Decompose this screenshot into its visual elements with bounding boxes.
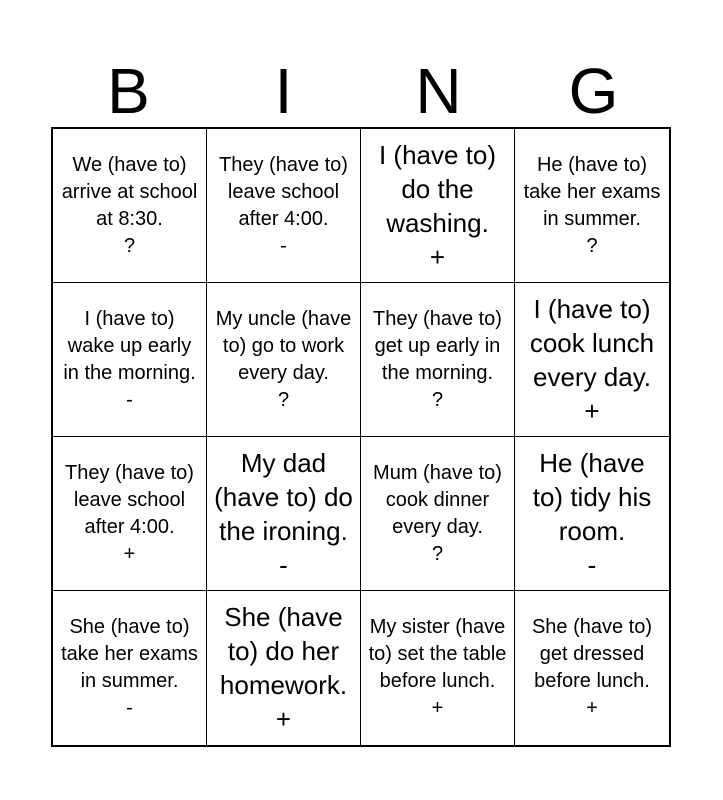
bingo-cell-r3-c1[interactable] <box>53 437 207 591</box>
bingo-card-grid <box>51 127 671 747</box>
bingo-cell-r3-c4[interactable] <box>515 437 669 591</box>
cell-text: I (have to) do the washing. + <box>378 139 497 272</box>
bingo-cell-r4-c1[interactable] <box>53 591 207 745</box>
cell-text: We (have to) arrive at school at 8:30. ? <box>61 153 198 257</box>
cell-text: I (have to) wake up early in the morning. - <box>63 307 196 411</box>
cell-text: They (have to) get up early in the morning. ? <box>373 307 502 411</box>
bingo-cell-r3-c3[interactable] <box>361 437 515 591</box>
bingo-cell-r4-c4[interactable] <box>515 591 669 745</box>
bingo-cell-r2-c3[interactable] <box>361 283 515 437</box>
header-letter-i: I <box>274 55 293 127</box>
bingo-cell-r4-c3[interactable] <box>361 591 515 745</box>
cell-text: He (have to) tidy his room. - <box>532 447 652 580</box>
header-letter-g: G <box>568 55 619 127</box>
bingo-cell-r4-c2[interactable] <box>207 591 361 745</box>
header-letter-n: N <box>415 55 462 127</box>
bingo-cell-r2-c1[interactable] <box>53 283 207 437</box>
bingo-header <box>51 56 671 126</box>
cell-text: She (have to) do her homework. + <box>219 602 348 734</box>
cell-text: Mum (have to) cook dinner every day. ? <box>373 461 502 565</box>
cell-text: She (have to) get dressed before lunch. + <box>531 616 653 719</box>
cell-text: My sister (have to) set the table before lunch. + <box>368 616 507 719</box>
bingo-cell-r1-c4[interactable] <box>515 129 669 283</box>
bingo-cell-r2-c4[interactable] <box>515 283 669 437</box>
cell-text: They (have to) leave school after 4:00. - <box>219 153 348 257</box>
bingo-cell-r3-c2[interactable] <box>207 437 361 591</box>
cell-text: She (have to) take her exams in summer. - <box>61 616 198 719</box>
header-letter-b: B <box>107 55 150 127</box>
bingo-cell-r1-c2[interactable] <box>207 129 361 283</box>
cell-text: My uncle (have to) go to work every day. ? <box>215 307 352 411</box>
bingo-cell-r1-c3[interactable] <box>361 129 515 283</box>
cell-text: They (have to) leave school after 4:00. + <box>65 461 194 565</box>
cell-text: I (have to) cook lunch every day. + <box>529 293 655 426</box>
bingo-cell-r2-c2[interactable] <box>207 283 361 437</box>
cell-text: He (have to) take her exams in summer. ? <box>523 153 661 257</box>
bingo-cell-r1-c1[interactable] <box>53 129 207 283</box>
cell-text: My dad (have to) do the ironing. - <box>214 447 353 580</box>
